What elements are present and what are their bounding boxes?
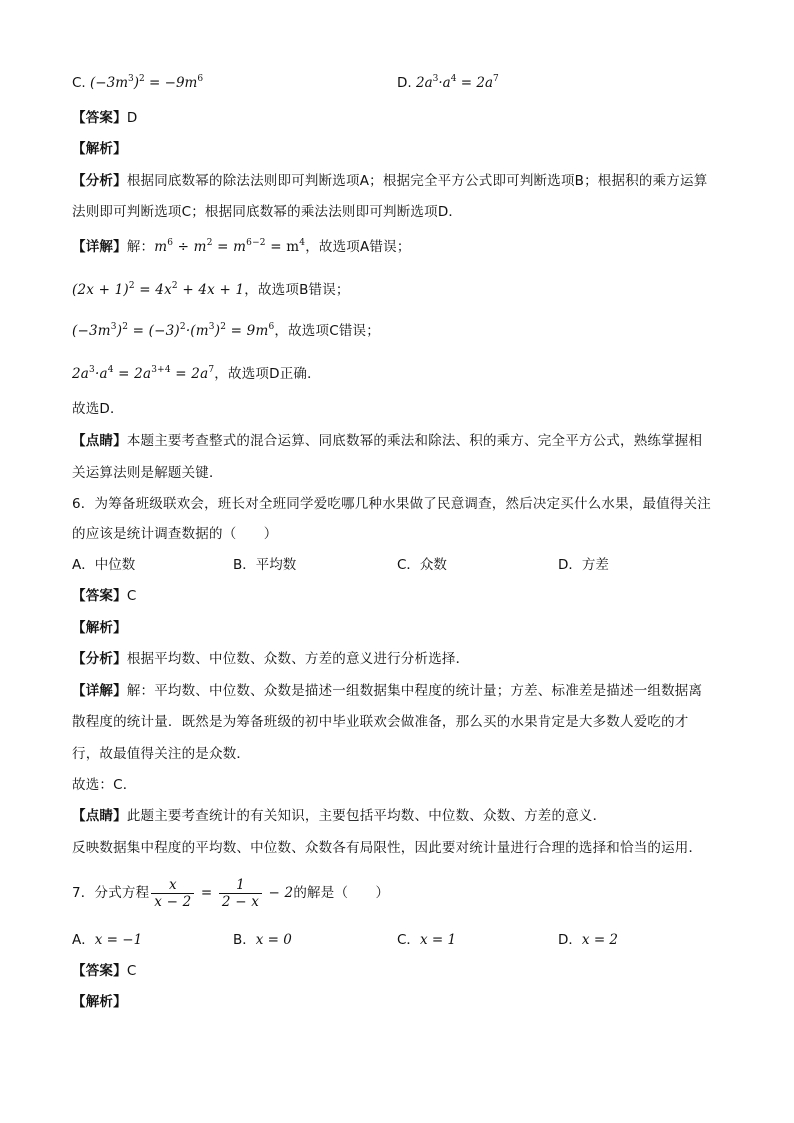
q6-conclusion: 故选：C．	[72, 777, 137, 793]
q6-dianjing-line2: 反映数据集中程度的平均数、中位数、众数各有局限性，因此要对统计量进行合理的选择和恰当的运用．	[72, 840, 703, 856]
q6-fenxi: 【分析】根据平均数、中位数、众数、方差的意义进行分析选择．	[72, 651, 470, 667]
q5-step1-formula: $m^6 \div m^2 = m^{6-2} = m^4$	[154, 238, 306, 255]
q6-analysis-heading: 【解析】	[72, 620, 127, 636]
q5-analysis-heading: 【解析】	[72, 141, 127, 157]
q6-dianjing-line1: 【点睛】此题主要考查统计的有关知识，主要包括平均数、中位数、众数、方差的意义．	[72, 808, 607, 824]
q6-xiangjie-line1: 【详解】解：平均数、中位数、众数是描述一组数据集中程度的统计量；方差、标准差是描述一组数据离	[72, 683, 703, 699]
q7-option-b: B．x = 0	[233, 932, 292, 948]
q5-option-d: D. $2a^3\cdot a^4 = 2a^7$	[397, 74, 499, 91]
q6-option-d: D．方差	[558, 557, 609, 573]
q6-xiangjie-line3: 行，故最值得关注的是众数．	[72, 746, 251, 762]
q6-xiangjie-line2: 散程度的统计量．既然是为筹备班级的初中毕业联欢会做准备，那么买的水果肯定是大多数人爱吃的才	[72, 714, 689, 730]
q6-option-a: A．中位数	[72, 557, 136, 573]
q7-fraction-right: $\frac{1}{2 - x}$	[219, 877, 262, 910]
q6-stem-line2: 的应该是统计调查数据的（ ）	[72, 526, 278, 542]
q7-option-a: A．x = −1	[72, 932, 143, 948]
q6-option-b: B．平均数	[233, 557, 297, 573]
q7-option-c: C．x = 1	[397, 932, 457, 948]
q7-analysis-heading: 【解析】	[72, 994, 127, 1010]
q5-option-d-formula: $2a^3\cdot a^4 = 2a^7$	[415, 74, 499, 91]
q5-step3-formula: $(-3m^3)^2 = (-3)^2\cdot(m^3)^2 = 9m^6$	[72, 322, 275, 339]
q5-answer: 【答案】D	[72, 110, 138, 126]
q5-step4-formula: $2a^3\cdot a^4 = 2a^{3+4} = 2a^7$	[72, 365, 215, 382]
q5-step2: $(2x + 1)^2 = 4x^2 + 4x + 1$，故选项B错误；	[72, 281, 350, 298]
q5-option-c-formula: $(-3m^3)^2 = -9m^6$	[90, 74, 204, 91]
q6-answer: 【答案】C	[72, 588, 137, 604]
q5-option-c: C. $(-3m^3)^2 = -9m^6$	[72, 74, 204, 91]
q7-option-d: D．x = 2	[558, 932, 619, 948]
q7-answer: 【答案】C	[72, 963, 137, 979]
q7-equation: $\frac{x}{x - 2}$ = $\frac{1}{2 - x}$ − 2	[149, 885, 293, 901]
q7-fraction-left: $\frac{x}{x - 2}$	[151, 877, 194, 910]
q5-dianjing-line2: 关运算法则是解题关键．	[72, 465, 223, 481]
q5-step4: $2a^3\cdot a^4 = 2a^{3+4} = 2a^7$，故选项D正确．	[72, 365, 321, 382]
q5-conclusion: 故选D．	[72, 401, 124, 417]
q5-step2-formula: $(2x + 1)^2 = 4x^2 + 4x + 1$	[72, 281, 245, 298]
q7-stem: 7．分式方程 $\frac{x}{x - 2}$ = $\frac{1}{2 - x}$ − 2的解是（ ）	[72, 877, 390, 910]
q5-dianjing-line1: 【点睛】本题主要考查整式的混合运算、同底数幂的乘法和除法、积的乘方、完全平方公式，熟练掌握相	[72, 433, 703, 449]
q6-stem-line1: 6．为筹备班级联欢会，班长对全班同学爱吃哪几种水果做了民意调查，然后决定买什么水果，最值得关注	[72, 496, 711, 512]
q5-step1: 【详解】解：$m^6 \div m^2 = m^{6-2} = m^4$，故选项A错误；	[72, 238, 411, 255]
q5-step3: $(-3m^3)^2 = (-3)^2\cdot(m^3)^2 = 9m^6$，故选项C错误；	[72, 322, 380, 339]
q5-fenxi-line1: 【分析】根据同底数幂的除法法则即可判断选项A；根据完全平方公式即可判断选项B；根据积的乘方运算	[72, 173, 708, 189]
q5-fenxi-line2: 法则即可判断选项C；根据同底数幂的乘法法则即可判断选项D．	[72, 204, 463, 220]
q6-option-c: C．众数	[397, 557, 447, 573]
